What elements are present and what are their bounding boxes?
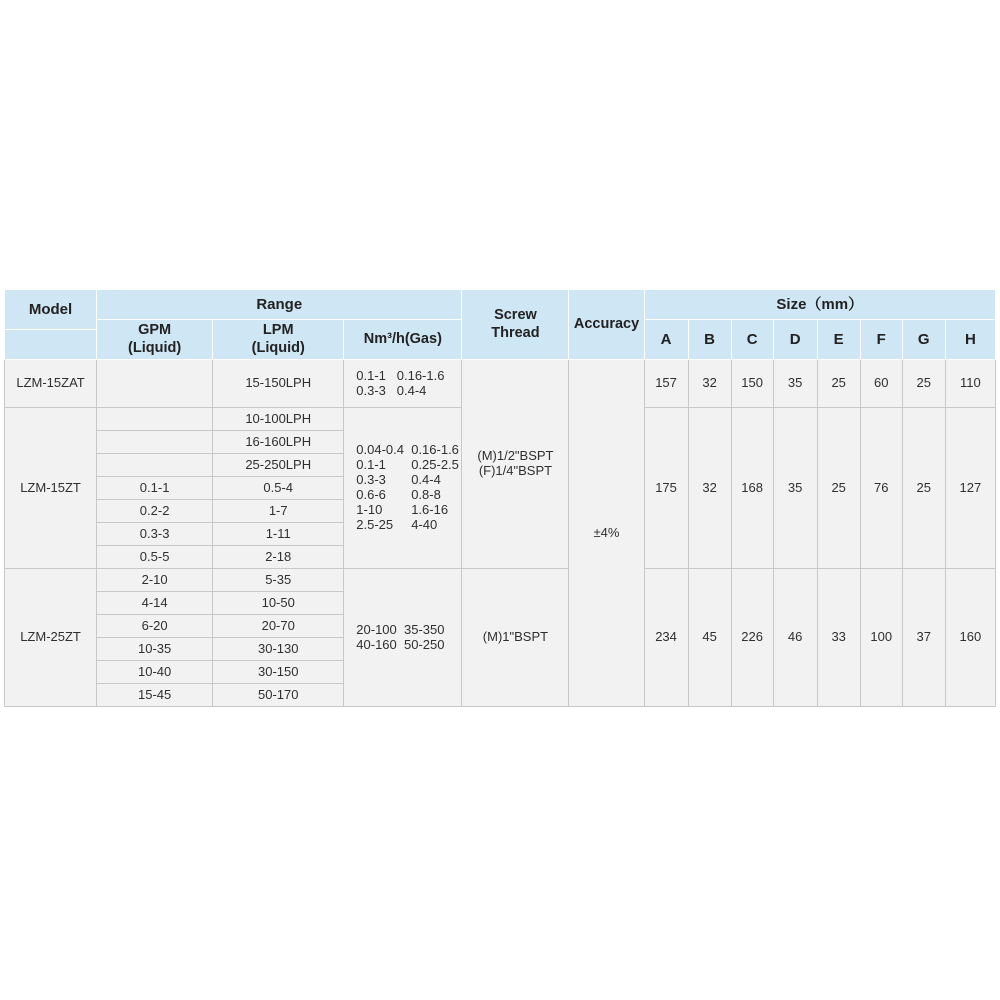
- model-cell: LZM-25ZT: [5, 569, 97, 707]
- lpm-cell: 1-11: [213, 523, 344, 546]
- header-model-spacer: [5, 330, 97, 360]
- gpm-cell: 10-40: [97, 661, 213, 684]
- size-a-cell: 157: [644, 360, 688, 408]
- size-h-cell: 160: [945, 569, 995, 707]
- size-g-cell: 25: [902, 360, 945, 408]
- lpm-cell: 30-150: [213, 661, 344, 684]
- gpm-cell: [97, 454, 213, 477]
- lpm-cell: 50-170: [213, 684, 344, 707]
- header-size-g: G: [902, 320, 945, 360]
- size-c-cell: 168: [731, 408, 773, 569]
- header-size-c: C: [731, 320, 773, 360]
- header-size-h: H: [945, 320, 995, 360]
- size-d-cell: 46: [773, 569, 817, 707]
- header-size-f: F: [860, 320, 902, 360]
- lpm-cell: 20-70: [213, 615, 344, 638]
- size-h-cell: 110: [945, 360, 995, 408]
- size-f-cell: 100: [860, 569, 902, 707]
- lpm-cell: 25-250LPH: [213, 454, 344, 477]
- model-cell: LZM-15ZAT: [5, 360, 97, 408]
- gas-cell: 0.04-0.4 0.16-1.6 0.1-1 0.25-2.5 0.3-3 0.4-4 0.6-6 0.8-8 1-10 1.6-16 2.5-25 4-40: [344, 408, 462, 569]
- gpm-cell: 6-20: [97, 615, 213, 638]
- header-size: Size（mm）: [644, 290, 995, 320]
- specification-table: [4, 289, 996, 707]
- header-gas: Nm³/h(Gas): [344, 320, 462, 360]
- lpm-cell: 15-150LPH: [213, 360, 344, 408]
- header-size-d: D: [773, 320, 817, 360]
- size-d-cell: 35: [773, 408, 817, 569]
- size-f-cell: 76: [860, 408, 902, 569]
- gas-cell: 20-100 35-350 40-160 50-250: [344, 569, 462, 707]
- size-c-cell: 150: [731, 360, 773, 408]
- table-row: [5, 569, 996, 592]
- size-d-cell: 35: [773, 360, 817, 408]
- lpm-cell: 1-7: [213, 500, 344, 523]
- size-a-cell: 175: [644, 408, 688, 569]
- lpm-cell: 5-35: [213, 569, 344, 592]
- table-row: [5, 360, 996, 408]
- size-h-cell: 127: [945, 408, 995, 569]
- size-g-cell: 37: [902, 569, 945, 707]
- size-e-cell: 25: [817, 360, 860, 408]
- size-e-cell: 25: [817, 408, 860, 569]
- header-size-a: A: [644, 320, 688, 360]
- size-e-cell: 33: [817, 569, 860, 707]
- model-cell: LZM-15ZT: [5, 408, 97, 569]
- gpm-cell: 10-35: [97, 638, 213, 661]
- header-size-e: E: [817, 320, 860, 360]
- size-f-cell: 60: [860, 360, 902, 408]
- lpm-cell: 10-50: [213, 592, 344, 615]
- size-b-cell: 32: [688, 360, 731, 408]
- gpm-cell: 0.5-5: [97, 546, 213, 569]
- size-g-cell: 25: [902, 408, 945, 569]
- gpm-cell: [97, 408, 213, 431]
- size-a-cell: 234: [644, 569, 688, 707]
- header-screw-thread: Screw Thread: [462, 290, 569, 360]
- header-lpm: LPM (Liquid): [213, 320, 344, 360]
- header-range: Range: [97, 290, 462, 320]
- gpm-cell: 0.3-3: [97, 523, 213, 546]
- header-model: Model: [5, 290, 97, 330]
- lpm-cell: 0.5-4: [213, 477, 344, 500]
- gpm-cell: 0.1-1: [97, 477, 213, 500]
- gpm-cell: [97, 431, 213, 454]
- lpm-cell: 10-100LPH: [213, 408, 344, 431]
- gas-cell: 0.1-1 0.16-1.6 0.3-3 0.4-4: [344, 360, 462, 408]
- size-c-cell: 226: [731, 569, 773, 707]
- lpm-cell: 30-130: [213, 638, 344, 661]
- gpm-cell: 0.2-2: [97, 500, 213, 523]
- gpm-cell: 4-14: [97, 592, 213, 615]
- header-gpm: GPM (Liquid): [97, 320, 213, 360]
- screw-thread-cell: (M)1"BSPT: [462, 569, 569, 707]
- size-b-cell: 45: [688, 569, 731, 707]
- lpm-cell: 2-18: [213, 546, 344, 569]
- accuracy-cell: ±4%: [569, 360, 644, 707]
- lpm-cell: 16-160LPH: [213, 431, 344, 454]
- gpm-cell: 15-45: [97, 684, 213, 707]
- screw-thread-cell: (M)1/2"BSPT (F)1/4"BSPT: [462, 360, 569, 569]
- size-b-cell: 32: [688, 408, 731, 569]
- gpm-cell: 2-10: [97, 569, 213, 592]
- header-size-b: B: [688, 320, 731, 360]
- header-accuracy: Accuracy: [569, 290, 644, 360]
- gpm-cell: [97, 360, 213, 408]
